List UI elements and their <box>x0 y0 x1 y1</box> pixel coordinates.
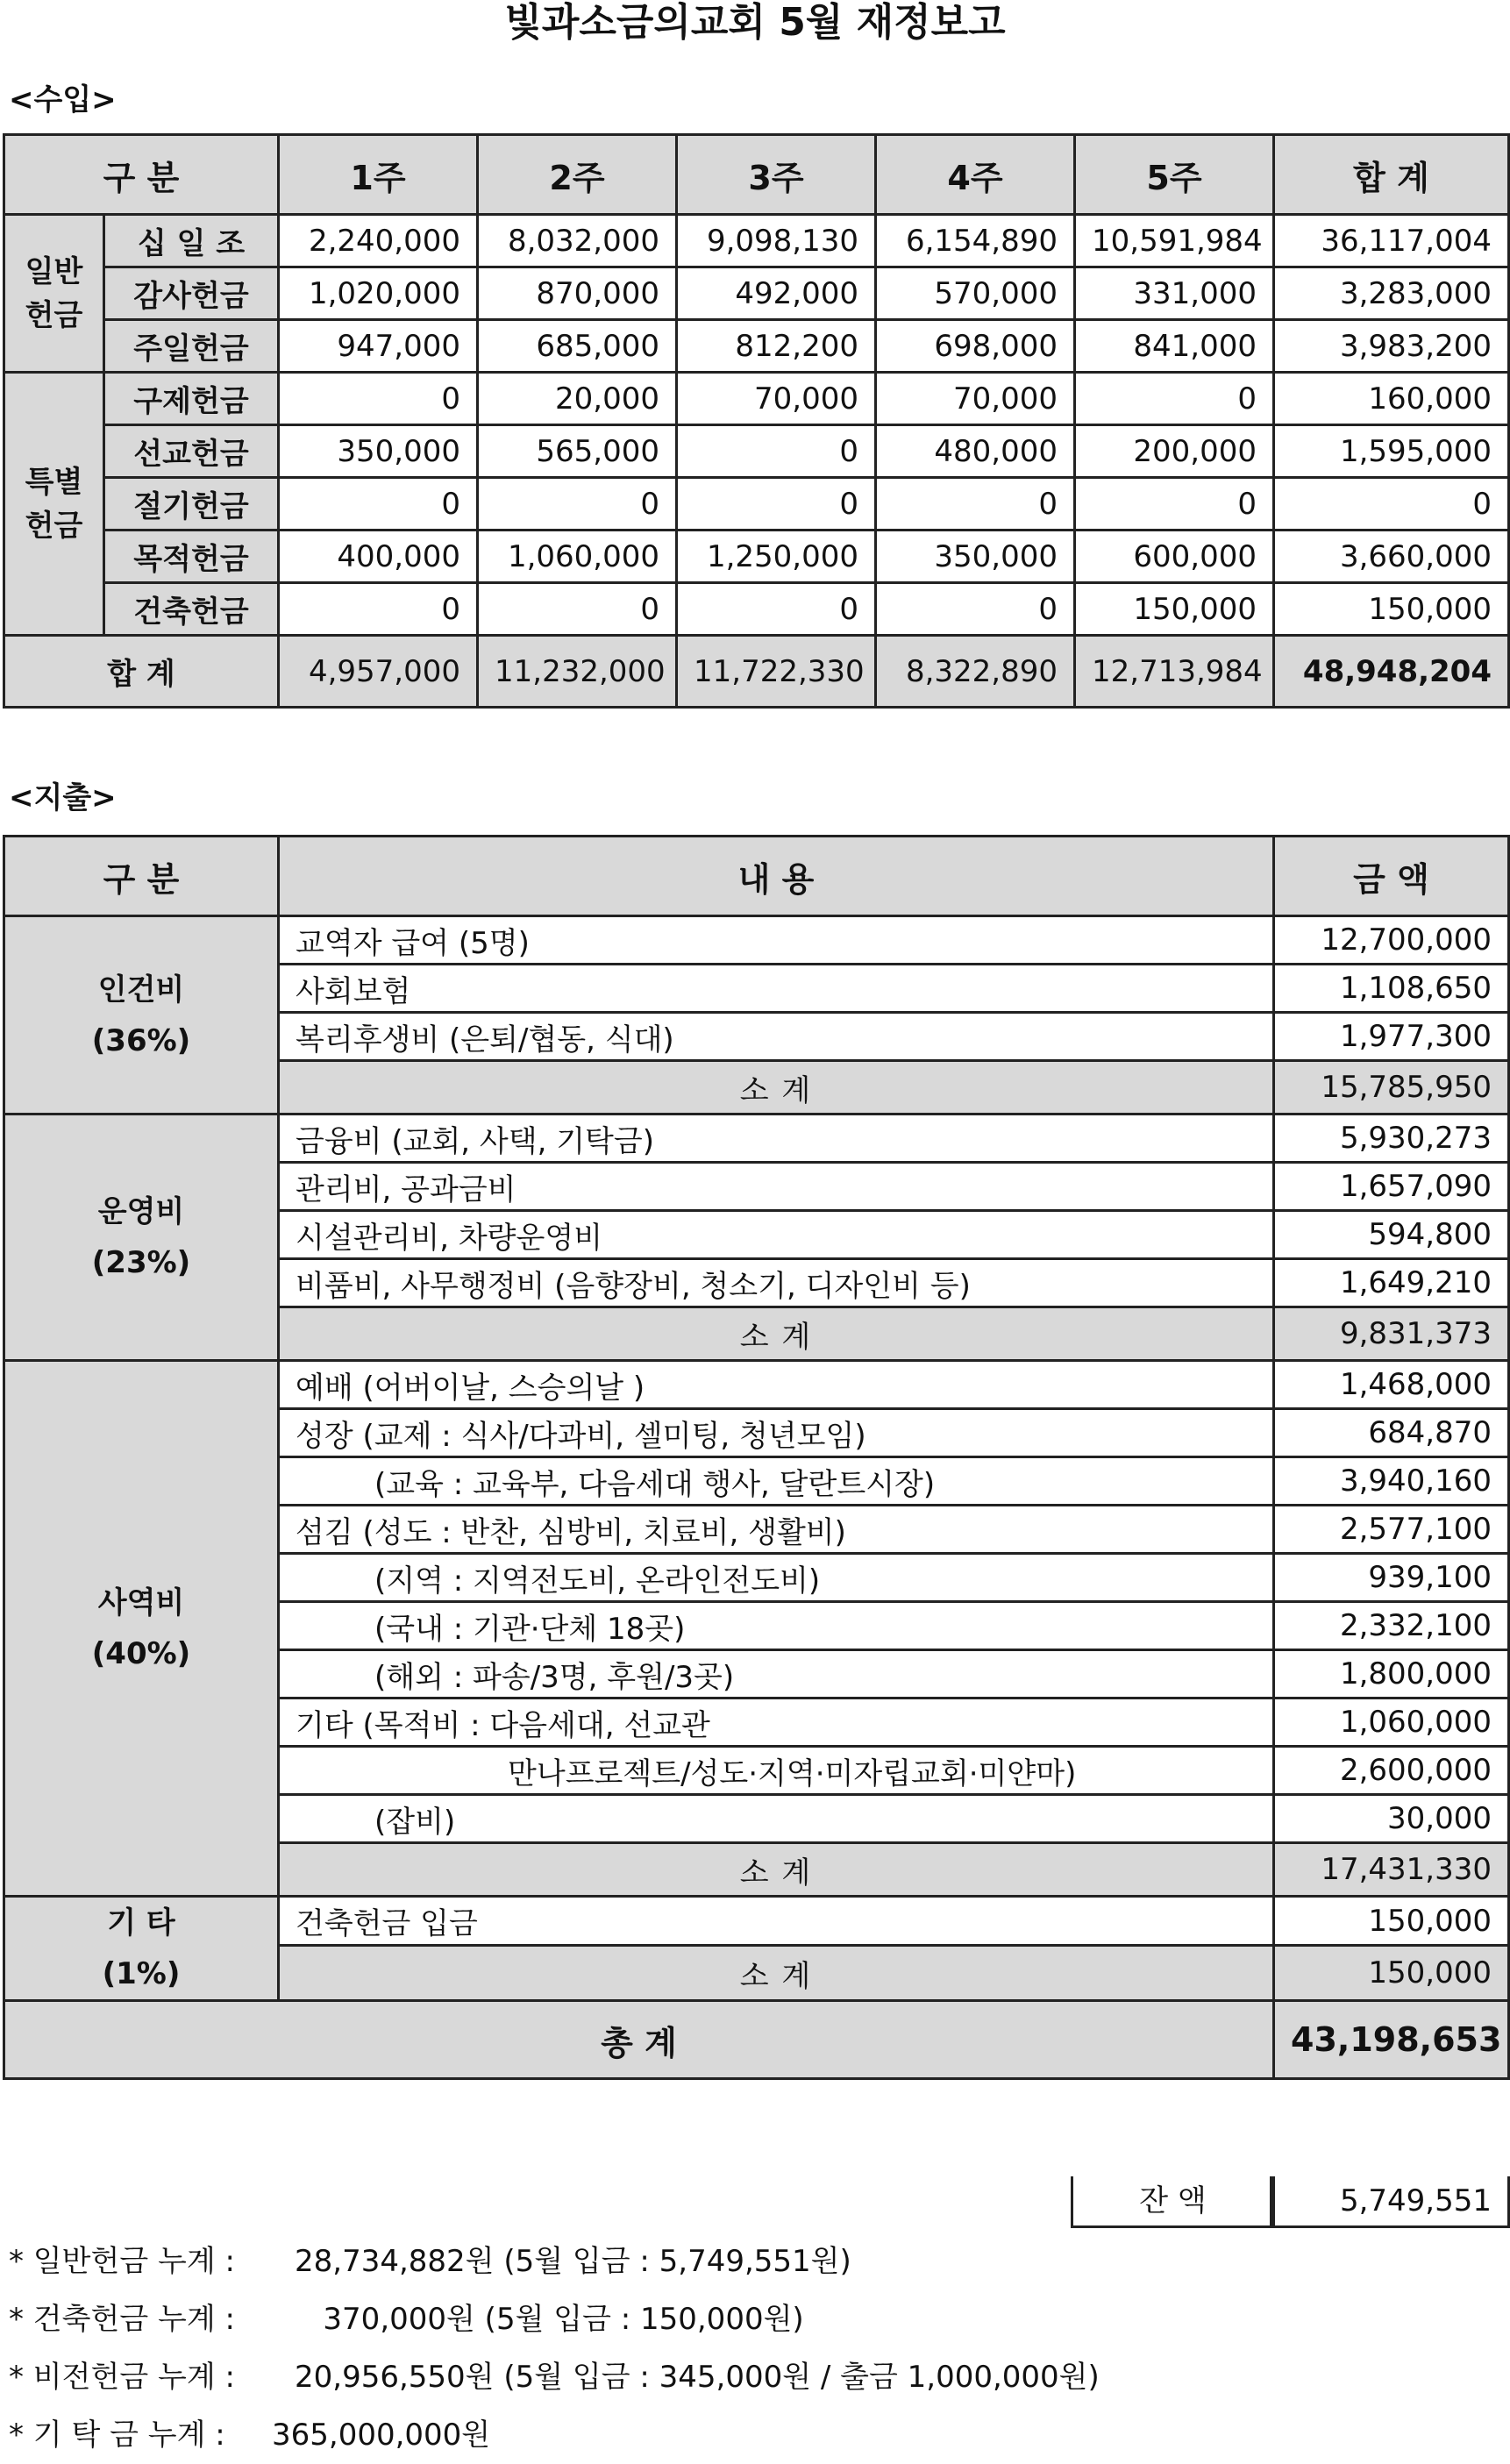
expense-group-name: 인건비 <box>97 972 185 1008</box>
income-header-week: 4주 <box>876 135 1075 215</box>
income-header-total: 합 계 <box>1274 135 1509 215</box>
income-week-value: 0 <box>876 583 1075 636</box>
income-week-value: 565,000 <box>478 425 677 478</box>
note-label: * 건축헌금 누계 : <box>9 2302 235 2337</box>
expense-description: (해외 : 파송/3명, 후원/3곳) <box>279 1650 1274 1698</box>
income-week-total: 8,322,890 <box>876 636 1075 708</box>
income-week-value: 570,000 <box>876 267 1075 320</box>
income-item-label: 십 일 조 <box>104 215 279 267</box>
expense-description: 성장 (교제 : 식사/다과비, 셀미팅, 청년모임) <box>279 1409 1274 1457</box>
expense-grand-total-row <box>4 2001 1509 2079</box>
income-week-value: 1,250,000 <box>677 531 876 583</box>
income-week-value: 0 <box>1075 478 1274 531</box>
expense-group-cell <box>4 1114 279 1361</box>
expense-amount: 3,940,160 <box>1274 1457 1509 1506</box>
expense-amount: 150,000 <box>1274 1897 1509 1946</box>
note-line <box>9 2233 1499 2290</box>
subtotal-label: 소 계 <box>279 1946 1274 2001</box>
income-header-week: 1주 <box>279 135 478 215</box>
income-week-total: 11,722,330 <box>677 636 876 708</box>
income-week-value: 400,000 <box>279 531 478 583</box>
income-header-week: 3주 <box>677 135 876 215</box>
expense-description: (잡비) <box>279 1795 1274 1843</box>
income-week-total: 12,713,984 <box>1075 636 1274 708</box>
income-item-label: 건축헌금 <box>104 583 279 636</box>
income-week-value: 0 <box>677 478 876 531</box>
expense-group-name: 기 타 <box>107 1905 175 1941</box>
note-line <box>9 2290 1499 2348</box>
income-section-label: <수입> <box>9 82 117 118</box>
income-row <box>4 320 1509 373</box>
income-grand-total: 48,948,204 <box>1274 636 1509 708</box>
note-value: 20,956,550원 (5월 입금 : 345,000원 / 출금 1,000,000원) <box>295 2360 1100 2395</box>
expense-header-content: 내 용 <box>279 837 1274 916</box>
expense-amount: 1,657,090 <box>1274 1163 1509 1211</box>
income-header-category: 구 분 <box>4 135 279 215</box>
expense-amount: 2,332,100 <box>1274 1602 1509 1650</box>
income-item-label: 주일헌금 <box>104 320 279 373</box>
expense-group-percent: (40%) <box>91 1636 191 1671</box>
expense-description: (지역 : 지역전도비, 온라인전도비) <box>279 1554 1274 1602</box>
expense-description: 복리후생비 (은퇴/협동, 식대) <box>279 1013 1274 1061</box>
income-week-value: 1,020,000 <box>279 267 478 320</box>
expense-group-name: 운영비 <box>97 1194 185 1229</box>
expense-group-percent: (36%) <box>91 1022 191 1058</box>
income-week-value: 20,000 <box>478 373 677 425</box>
expense-row <box>4 1897 1509 1946</box>
income-week-value: 350,000 <box>279 425 478 478</box>
income-week-value: 492,000 <box>677 267 876 320</box>
income-week-value: 150,000 <box>1075 583 1274 636</box>
income-row-total: 150,000 <box>1274 583 1509 636</box>
income-week-value: 10,591,984 <box>1075 215 1274 267</box>
note-label: * 기 탁 금 누계 : <box>9 2418 225 2453</box>
expense-amount: 2,577,100 <box>1274 1506 1509 1554</box>
income-week-value: 841,000 <box>1075 320 1274 373</box>
income-row <box>4 425 1509 478</box>
note-label: * 비전헌금 누계 : <box>9 2360 235 2395</box>
income-week-value: 350,000 <box>876 531 1075 583</box>
expense-amount: 939,100 <box>1274 1554 1509 1602</box>
income-row <box>4 267 1509 320</box>
income-week-value: 600,000 <box>1075 531 1274 583</box>
expense-amount: 12,700,000 <box>1274 916 1509 965</box>
income-week-value: 70,000 <box>677 373 876 425</box>
expense-group-name: 사역비 <box>97 1585 185 1620</box>
income-week-value: 0 <box>279 373 478 425</box>
grand-total-label: 총 계 <box>4 2001 1274 2079</box>
income-item-label: 목적헌금 <box>104 531 279 583</box>
income-row-total: 3,283,000 <box>1274 267 1509 320</box>
expense-header-row <box>4 837 1509 916</box>
income-week-value: 331,000 <box>1075 267 1274 320</box>
income-week-value: 1,060,000 <box>478 531 677 583</box>
income-item-label: 감사헌금 <box>104 267 279 320</box>
note-value: 365,000,000원 <box>272 2418 491 2453</box>
subtotal-amount: 17,431,330 <box>1274 1843 1509 1897</box>
income-week-value: 0 <box>478 478 677 531</box>
expense-header-category: 구 분 <box>4 837 279 916</box>
expense-description: (국내 : 기관·단체 18곳) <box>279 1602 1274 1650</box>
subtotal-amount: 150,000 <box>1274 1946 1509 2001</box>
income-row-total: 1,595,000 <box>1274 425 1509 478</box>
expense-group-cell <box>4 1897 279 2001</box>
income-week-value: 200,000 <box>1075 425 1274 478</box>
income-week-value: 6,154,890 <box>876 215 1075 267</box>
expense-row <box>4 1114 1509 1163</box>
expense-description: 섬김 (성도 : 반찬, 심방비, 치료비, 생활비) <box>279 1506 1274 1554</box>
expense-description: 시설관리비, 차량운영비 <box>279 1211 1274 1259</box>
expense-group-cell <box>4 1361 279 1897</box>
expense-amount: 1,649,210 <box>1274 1259 1509 1307</box>
note-value: 370,000원 (5월 입금 : 150,000원) <box>295 2302 804 2337</box>
income-week-value: 0 <box>279 478 478 531</box>
income-row <box>4 583 1509 636</box>
expense-amount: 30,000 <box>1274 1795 1509 1843</box>
note-line <box>9 2406 1499 2464</box>
income-week-value: 812,200 <box>677 320 876 373</box>
expense-amount: 1,108,650 <box>1274 965 1509 1013</box>
income-week-total: 11,232,000 <box>478 636 677 708</box>
balance-amount: 5,749,551 <box>1270 2176 1510 2228</box>
expense-amount: 2,600,000 <box>1274 1747 1509 1795</box>
page-title: 빛과소금의교회 5월 재정보고 <box>504 0 1006 45</box>
income-row <box>4 215 1509 267</box>
income-row-total: 160,000 <box>1274 373 1509 425</box>
note-value: 28,734,882원 (5월 입금 : 5,749,551원) <box>295 2244 851 2279</box>
note-label: * 일반헌금 누계 : <box>9 2244 235 2279</box>
expense-description: 사회보험 <box>279 965 1274 1013</box>
income-row-total: 3,660,000 <box>1274 531 1509 583</box>
income-week-value: 480,000 <box>876 425 1075 478</box>
income-week-value: 870,000 <box>478 267 677 320</box>
income-header-row <box>4 135 1509 215</box>
income-row <box>4 531 1509 583</box>
income-week-value: 0 <box>1075 373 1274 425</box>
expense-amount: 684,870 <box>1274 1409 1509 1457</box>
income-week-value: 0 <box>876 478 1075 531</box>
income-header-week: 2주 <box>478 135 677 215</box>
expense-amount: 5,930,273 <box>1274 1114 1509 1163</box>
expense-group-cell <box>4 916 279 1114</box>
income-week-value: 2,240,000 <box>279 215 478 267</box>
income-week-value: 698,000 <box>876 320 1075 373</box>
expense-amount: 1,060,000 <box>1274 1698 1509 1747</box>
income-group-label: 일반 헌금 <box>4 215 104 373</box>
expense-description: 교역자 급여 (5명) <box>279 916 1274 965</box>
expense-description: 기타 (목적비 : 다음세대, 선교관 <box>279 1698 1274 1747</box>
expense-description: 관리비, 공과금비 <box>279 1163 1274 1211</box>
income-week-value: 70,000 <box>876 373 1075 425</box>
income-row-total: 36,117,004 <box>1274 215 1509 267</box>
income-week-value: 947,000 <box>279 320 478 373</box>
expense-description: 비품비, 사무행정비 (음향장비, 청소기, 디자인비 등) <box>279 1259 1274 1307</box>
income-header-week: 5주 <box>1075 135 1274 215</box>
subtotal-amount: 9,831,373 <box>1274 1307 1509 1361</box>
expense-amount: 594,800 <box>1274 1211 1509 1259</box>
income-week-value: 9,098,130 <box>677 215 876 267</box>
income-week-total: 4,957,000 <box>279 636 478 708</box>
expense-group-percent: (1%) <box>102 1956 181 1991</box>
expense-amount: 1,977,300 <box>1274 1013 1509 1061</box>
income-week-value: 0 <box>478 583 677 636</box>
income-week-value: 0 <box>677 583 876 636</box>
income-total-row <box>4 636 1509 708</box>
expense-description: 예배 (어버이날, 스승의날 ) <box>279 1361 1274 1409</box>
income-group-label: 특별 헌금 <box>4 373 104 636</box>
income-item-label: 구제헌금 <box>104 373 279 425</box>
income-week-value: 8,032,000 <box>478 215 677 267</box>
subtotal-label: 소 계 <box>279 1307 1274 1361</box>
grand-total-amount: 43,198,653 <box>1274 2001 1509 2079</box>
subtotal-label: 소 계 <box>279 1061 1274 1114</box>
income-week-value: 685,000 <box>478 320 677 373</box>
income-row <box>4 478 1509 531</box>
notes <box>9 2233 1499 2464</box>
expense-description: 금융비 (교회, 사택, 기탁금) <box>279 1114 1274 1163</box>
subtotal-amount: 15,785,950 <box>1274 1061 1509 1114</box>
income-row <box>4 373 1509 425</box>
income-row-total: 3,983,200 <box>1274 320 1509 373</box>
expense-section-label: <지출> <box>9 780 117 815</box>
income-table <box>3 133 1510 709</box>
expense-table <box>3 835 1510 2080</box>
expense-amount: 1,468,000 <box>1274 1361 1509 1409</box>
income-item-label: 선교헌금 <box>104 425 279 478</box>
balance-label: 잔 액 <box>1071 2176 1275 2228</box>
income-week-value: 0 <box>677 425 876 478</box>
expense-description: 건축헌금 입금 <box>279 1897 1274 1946</box>
income-total-label: 합 계 <box>4 636 279 708</box>
income-week-value: 0 <box>279 583 478 636</box>
expense-description: 만나프로젝트/성도·지역·미자립교회·미얀마) <box>279 1747 1274 1795</box>
expense-description: (교육 : 교육부, 다음세대 행사, 달란트시장) <box>279 1457 1274 1506</box>
expense-row <box>4 916 1509 965</box>
expense-header-amount: 금 액 <box>1274 837 1509 916</box>
note-line <box>9 2348 1499 2406</box>
income-row-total: 0 <box>1274 478 1509 531</box>
subtotal-label: 소 계 <box>279 1843 1274 1897</box>
income-item-label: 절기헌금 <box>104 478 279 531</box>
expense-row <box>4 1361 1509 1409</box>
expense-amount: 1,800,000 <box>1274 1650 1509 1698</box>
expense-group-percent: (23%) <box>91 1245 191 1280</box>
